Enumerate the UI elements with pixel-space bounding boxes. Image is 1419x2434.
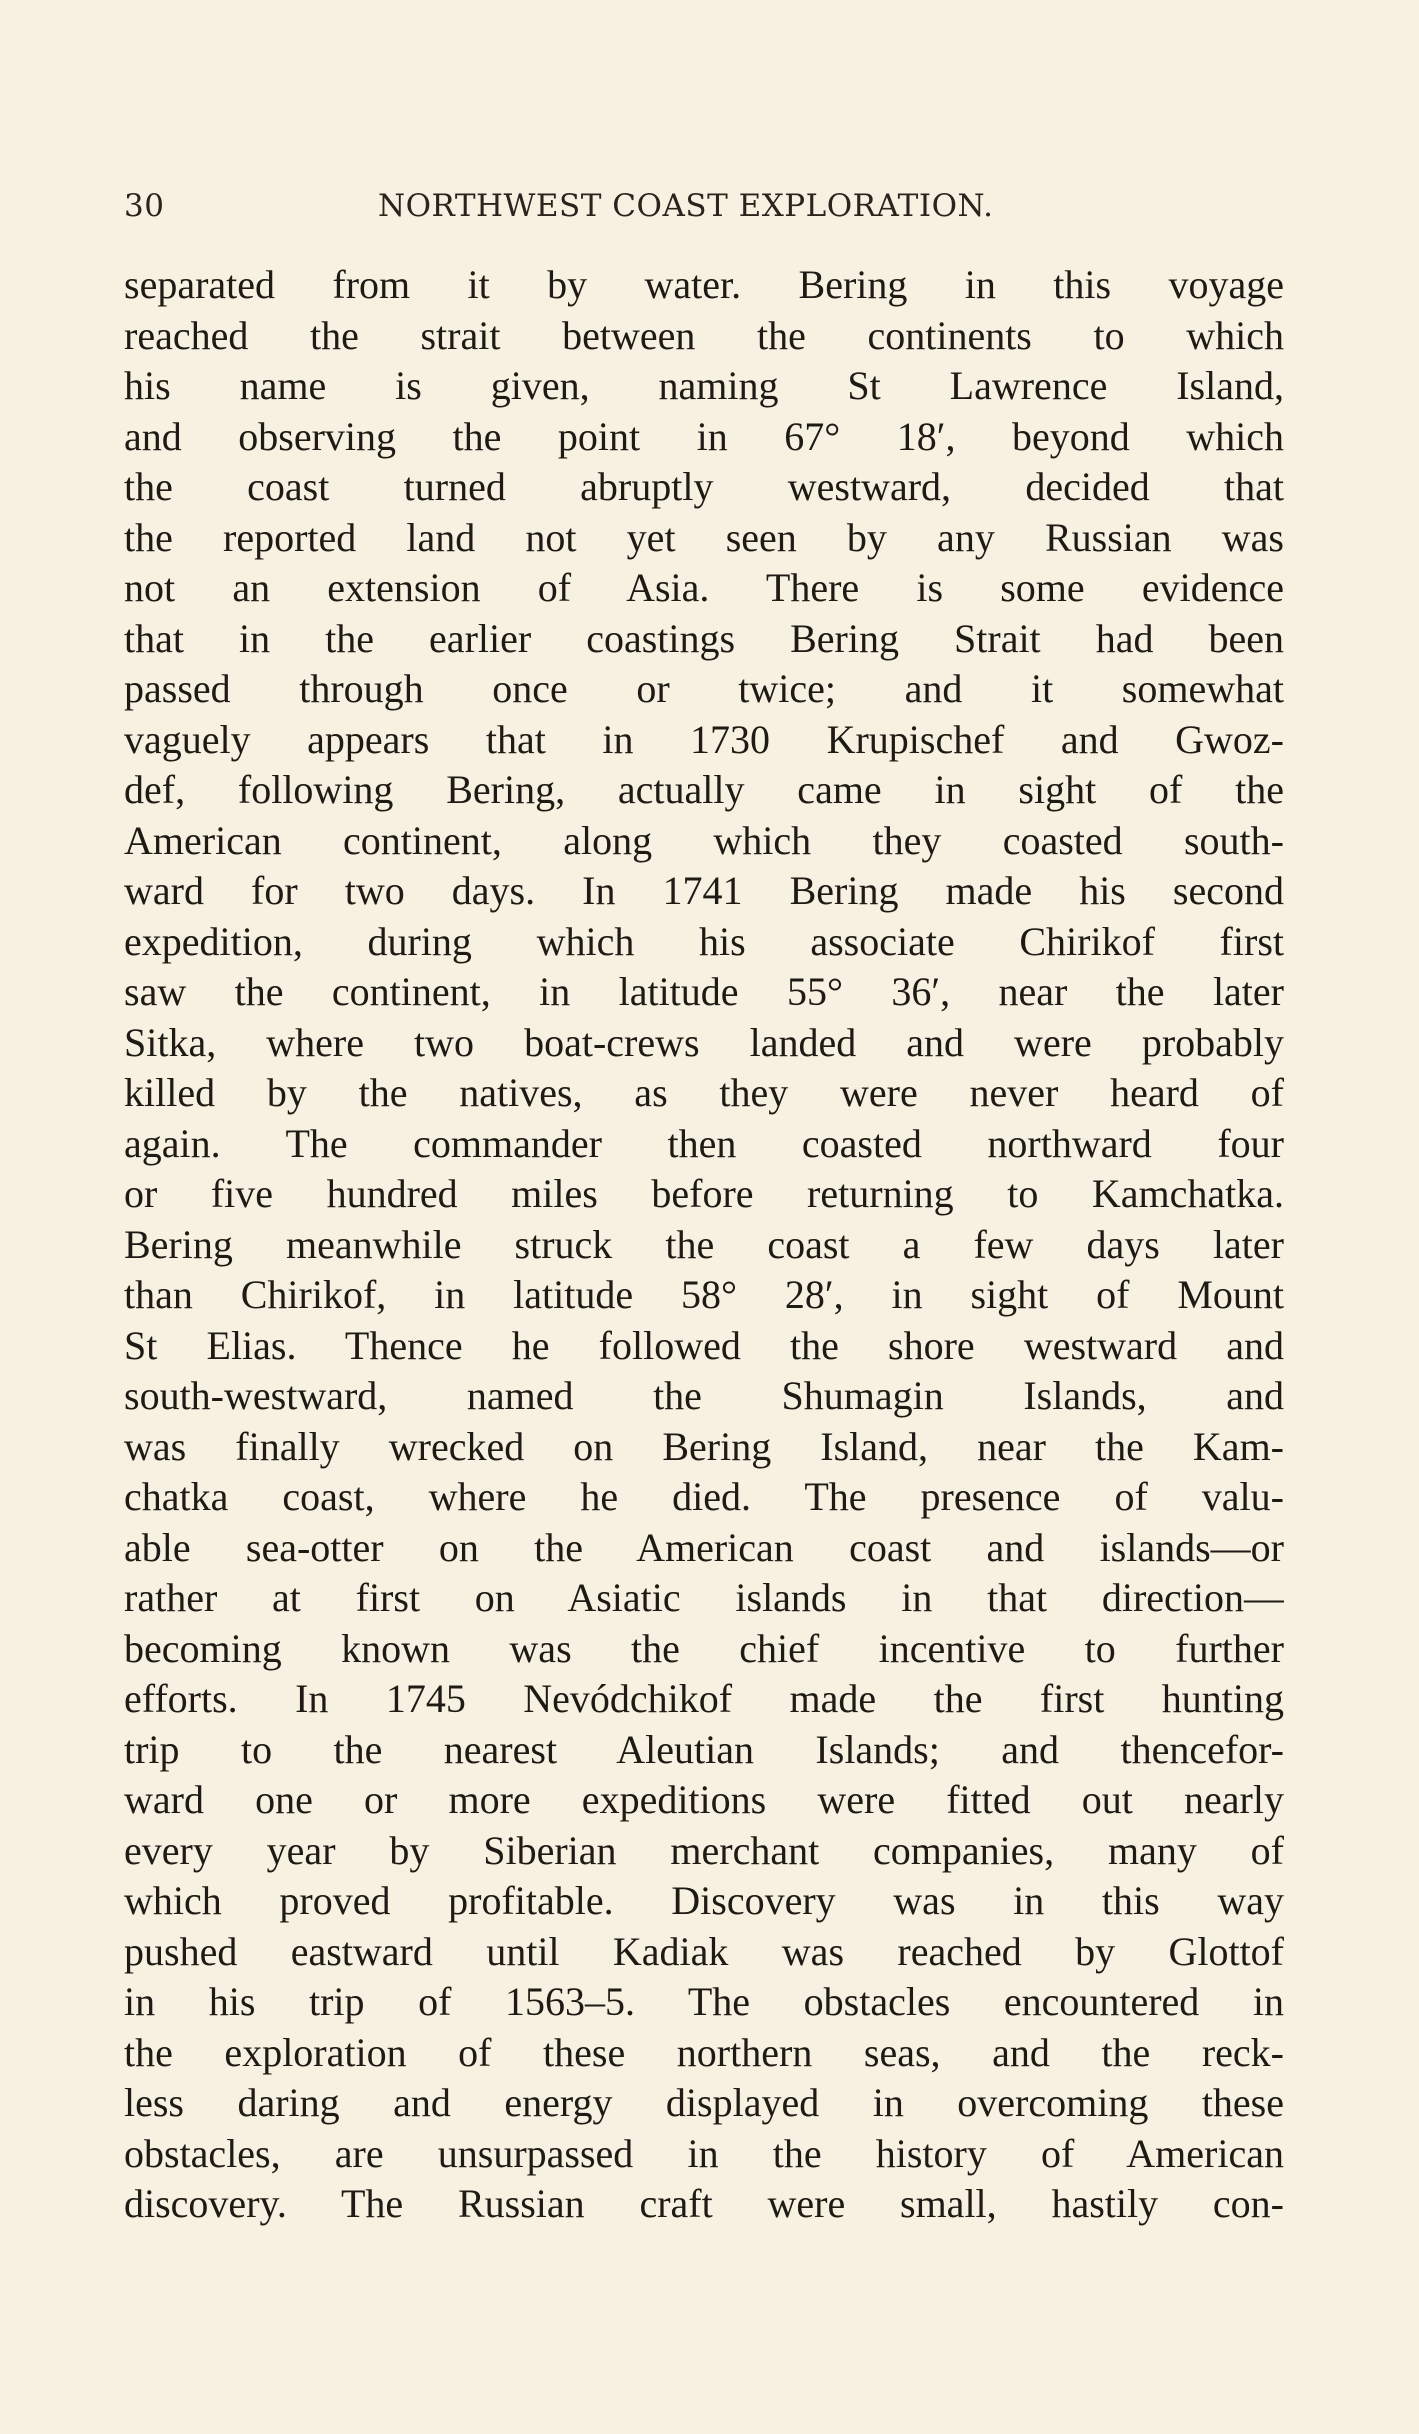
text-line: passed through once or twice; and it somewhat [124,666,1284,711]
running-title: NORTHWEST COAST EXPLORATION. [378,188,994,224]
text-line: vaguely appears that in 1730 Krupischef and Gwoz- [124,716,1284,762]
text-line: trip to the nearest Aleutian Islands; and thencefor- [124,1726,1284,1772]
text-line: and observing the point in 67° 18′, beyond which [124,413,1284,459]
text-line: the reported land not yet seen by any Russian was [124,514,1284,560]
text-line: than Chirikof, in latitude 58° 28′, in sight of Mount [124,1272,1284,1317]
text-line: able sea-otter on the American coast and islands—or [124,1524,1284,1570]
text-line: def, following Bering, actually came in sight of the [124,767,1284,812]
text-line: expedition, during which his associate Chirikof first [124,918,1284,964]
text-line: separated from it by water. Bering in this voyage [124,262,1284,307]
text-line: south-westward, named the Shumagin Islands, and [124,1373,1284,1418]
text-line: not an extension of Asia. There is some evidence [124,565,1284,610]
text-line: American continent, along which they coasted south- [124,817,1284,863]
text-line: obstacles, are unsurpassed in the history of American [124,2130,1284,2176]
text-line: saw the continent, in latitude 55° 36′, near the later [124,969,1284,1014]
text-line: Bering meanwhile struck the coast a few days later [124,1221,1284,1267]
text-line: the coast turned abruptly westward, decided that [124,464,1284,509]
text-line: ward one or more expeditions were fitted out nearly [124,1777,1284,1822]
page-number: 30 [124,188,165,224]
text-line: killed by the natives, as they were never heard of [124,1070,1284,1115]
text-line: or five hundred miles before returning to Kamchatka. [124,1171,1284,1216]
text-line: was finally wrecked on Bering Island, near the Kam- [124,1423,1284,1469]
text-line: chatka coast, where he died. The presence of valu- [124,1474,1284,1519]
body-text [124,260,1284,2230]
text-line: St Elias. Thence he followed the shore westward and [124,1322,1284,1368]
text-line: reached the strait between the continents to which [124,312,1284,358]
text-line: ward for two days. In 1741 Bering made his second [124,868,1284,913]
text-line: discovery. The Russian craft were small, hastily con- [124,2181,1284,2226]
text-line: that in the earlier coastings Bering Strait had been [124,615,1284,661]
text-line: Sitka, where two boat-crews landed and were probably [124,1019,1284,1065]
text-line: efforts. In 1745 Nevódchikof made the first hunting [124,1676,1284,1721]
text-line: which proved profitable. Discovery was in this way [124,1878,1284,1923]
text-line: pushed eastward until Kadiak was reached by Glottof [124,1928,1284,1974]
text-line: his name is given, naming St Lawrence Island, [124,363,1284,408]
text-line: becoming known was the chief incentive to further [124,1625,1284,1671]
text-line: every year by Siberian merchant companies, many of [124,1827,1284,1873]
text-line: again. The commander then coasted northward four [124,1120,1284,1166]
running-head [124,188,1284,236]
text-line: the exploration of these northern seas, and the reck- [124,2029,1284,2075]
text-line: in his trip of 1563–5. The obstacles encountered in [124,1979,1284,2024]
text-line: rather at first on Asiatic islands in that direction— [124,1575,1284,1620]
text-line: less daring and energy displayed in overcoming these [124,2080,1284,2125]
